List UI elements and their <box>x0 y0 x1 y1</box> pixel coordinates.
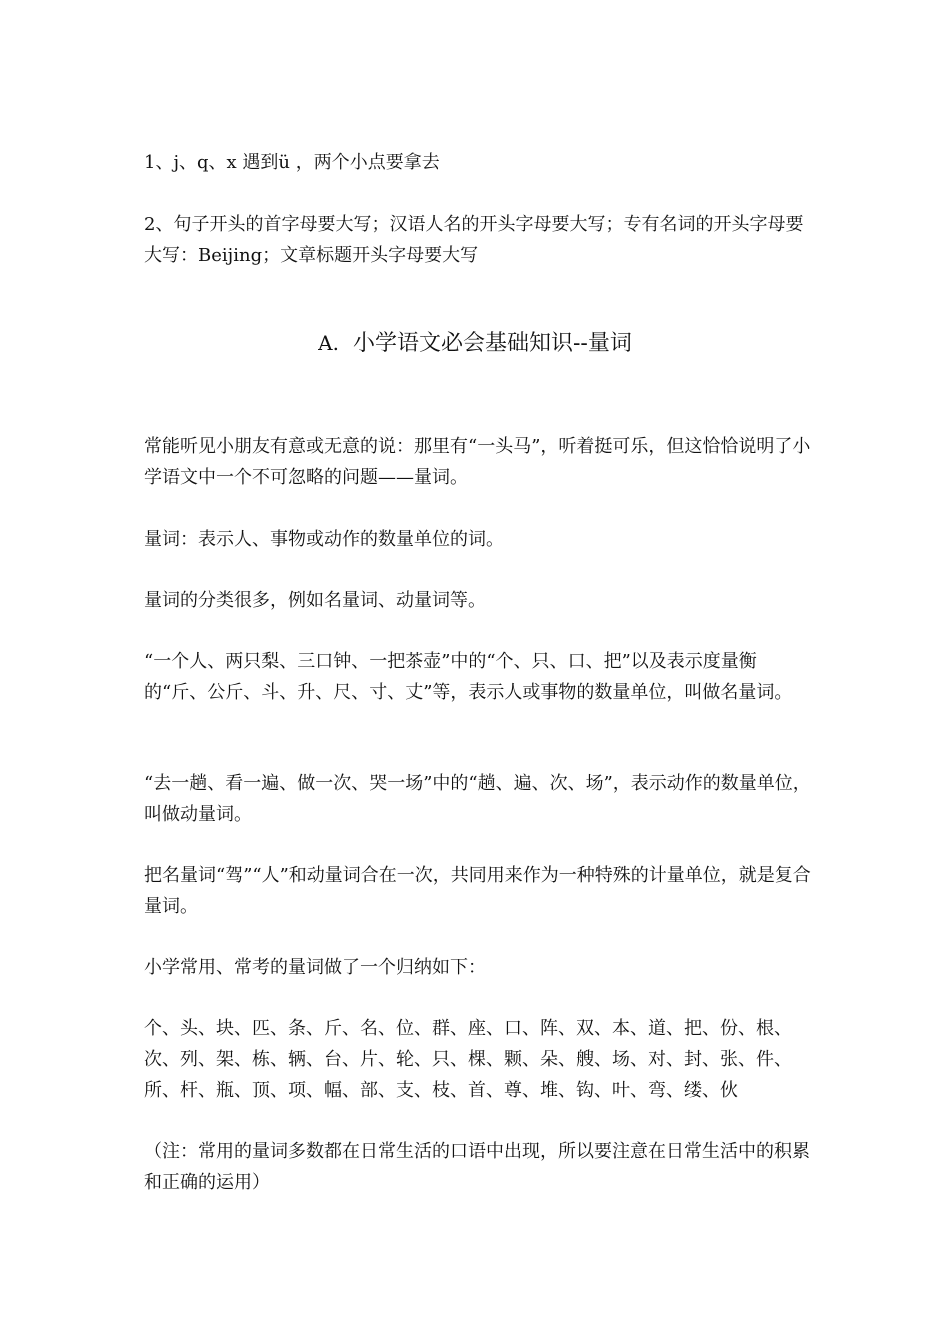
measure-word-list: 个、头、块、匹、条、斤、名、位、群、座、口、阵、双、本、道、把、份、根、次、列、架、栋、辆、台、片、轮、只、棵、颗、朵、艘、场、对、封、张、件、所、杆、瓶、顶、项、幅、部、支、枝、首、尊、堆、钩、叶、弯、缕、伙 <box>144 1018 792 1101</box>
compound-measure-paragraph: 把名量词“驾”“人”和动量词合在一次，共同用来作为一种特殊的计量单位，就是复合量词。 <box>144 865 811 917</box>
section-title: 小学语文必会基础知识--量词 <box>352 331 632 356</box>
note-paragraph: （注：常用的量词多数都在日常生活的口语中出现，所以要注意在日常生活中的积累和正确的运用） <box>144 1141 810 1193</box>
pinyin-rule-1: 1、j、q、x 遇到ü ，两个小点要拿去 <box>144 152 440 173</box>
intro-paragraph: 常能听见小朋友有意或无意的说：那里有“一头马”，听着挺可乐，但这恰恰说明了小学语文中一个不可忽略的问题——量词。 <box>144 436 811 488</box>
summary-intro-paragraph: 小学常用、常考的量词做了一个归纳如下： <box>144 957 486 978</box>
classes-paragraph: 量词的分类很多，例如名量词、动量词等。 <box>144 590 486 611</box>
definition-paragraph: 量词：表示人、事物或动作的数量单位的词。 <box>144 529 504 550</box>
noun-measure-paragraph: “一个人、两只梨、三口钟、一把茶壶”中的“个、只、口、把”以及表示度量衡的“斤、公斤、斗、升、尺、寸、丈”等，表示人或事物的数量单位，叫做名量词。 <box>144 651 793 703</box>
pinyin-rule-2: 2、句子开头的首字母要大写；汉语人名的开头字母要大写；专有名词的开头字母要大写：Beijing；文章标题开头字母要大写 <box>144 214 804 266</box>
section-heading <box>0 328 950 359</box>
verb-measure-paragraph: “去一趟、看一遍、做一次、哭一场”中的“趟、遍、次、场”，表示动作的数量单位，叫做动量词。 <box>144 773 811 825</box>
section-prefix: A. <box>318 331 339 355</box>
